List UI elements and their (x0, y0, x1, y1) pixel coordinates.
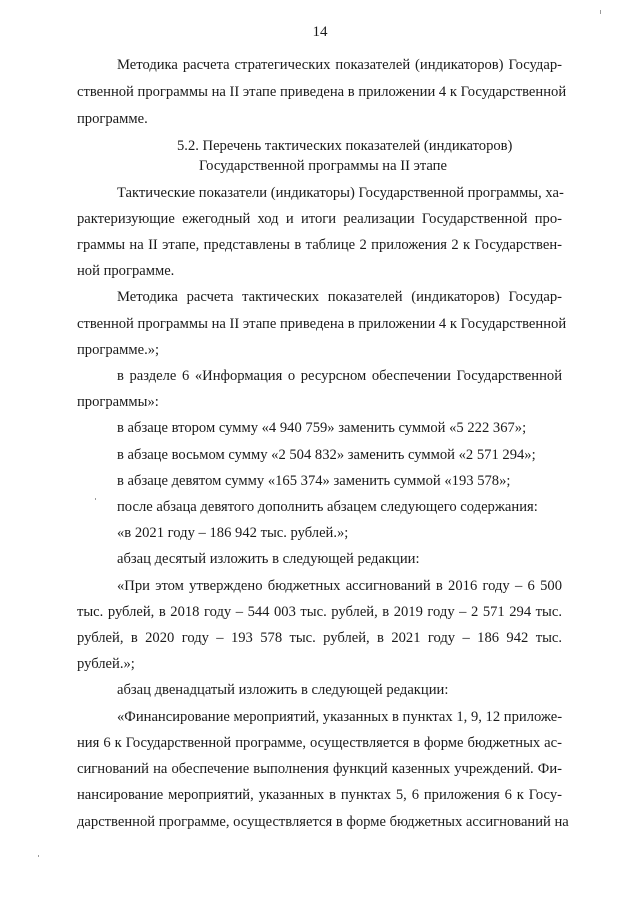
paragraph-line: Тактические показатели (индикаторы) Государственной программы, ха- (117, 185, 564, 201)
scan-speck (600, 10, 601, 14)
paragraph-line: в абзаце девятом сумму «165 374» заменить суммой «193 578»; (117, 473, 511, 489)
page-number: 14 (312, 24, 328, 40)
section-heading-line-1: 5.2. Перечень тактических показателей (индикаторов) (177, 138, 513, 154)
paragraph-line: ственной программы на II этапе приведена в приложении 4 к Государственной (77, 316, 567, 332)
paragraph-line: ния 6 к Государственной программе, осуществляется в форме бюджетных ас- (77, 735, 562, 751)
paragraph-line: абзац десятый изложить в следующей редакции: (117, 551, 420, 567)
paragraph-line: в абзаце восьмом сумму «2 504 832» заменить суммой «2 571 294»; (117, 447, 536, 463)
paragraph-line: в абзаце втором сумму «4 940 759» заменить суммой «5 222 367»; (117, 420, 527, 436)
paragraph-line: рублей.»; (77, 656, 135, 672)
paragraph-line: сигнований на обеспечение выполнения функций казенных учреждений. Фи- (77, 761, 562, 777)
paragraph-line: рактеризующие ежегодный ход и итоги реализации Государственной про- (77, 211, 562, 227)
paragraph-line: после абзаца девятого дополнить абзацем следующего содержания: (117, 499, 538, 515)
paragraph-line: дарственной программе, осуществляется в форме бюджетных ассигнований на (77, 814, 569, 830)
paragraph-line: «При этом утверждено бюджетных ассигнований в 2016 году – 6 500 (117, 578, 562, 594)
paragraph-line: Методика расчета тактических показателей (индикаторов) Государ- (117, 289, 562, 305)
section-heading-line-2: Государственной программы на II этапе (199, 158, 447, 174)
scan-speck (38, 855, 39, 857)
paragraph-line: граммы на II этапе, представлены в таблице 2 приложения 2 к Государствен- (77, 237, 562, 253)
paragraph-line: «Финансирование мероприятий, указанных в пунктах 1, 9, 12 приложе- (117, 709, 563, 725)
paragraph-line: Методика расчета стратегических показателей (индикаторов) Государ- (117, 57, 562, 73)
scan-speck (95, 498, 96, 500)
paragraph-line: ной программе. (77, 263, 175, 279)
paragraph-line: рублей, в 2020 году – 193 578 тыс. рублей, в 2021 году – 186 942 тыс. (77, 630, 562, 646)
paragraph-line: «в 2021 году – 186 942 тыс. рублей.»; (117, 525, 349, 541)
paragraph-line: нансирование мероприятий, указанных в пунктах 5, 6 приложения 6 к Госу- (77, 787, 562, 803)
paragraph-line: тыс. рублей, в 2018 году – 544 003 тыс. рублей, в 2019 году – 2 571 294 тыс. (77, 604, 562, 620)
paragraph-line: абзац двенадцатый изложить в следующей редакции: (117, 682, 449, 698)
paragraph-line: программе.»; (77, 342, 160, 358)
paragraph-line: программы»: (77, 394, 159, 410)
paragraph-line: ственной программы на II этапе приведена в приложении 4 к Государственной (77, 84, 567, 100)
paragraph-line: программе. (77, 111, 148, 127)
paragraph-line: в разделе 6 «Информация о ресурсном обеспечении Государственной (117, 368, 562, 384)
